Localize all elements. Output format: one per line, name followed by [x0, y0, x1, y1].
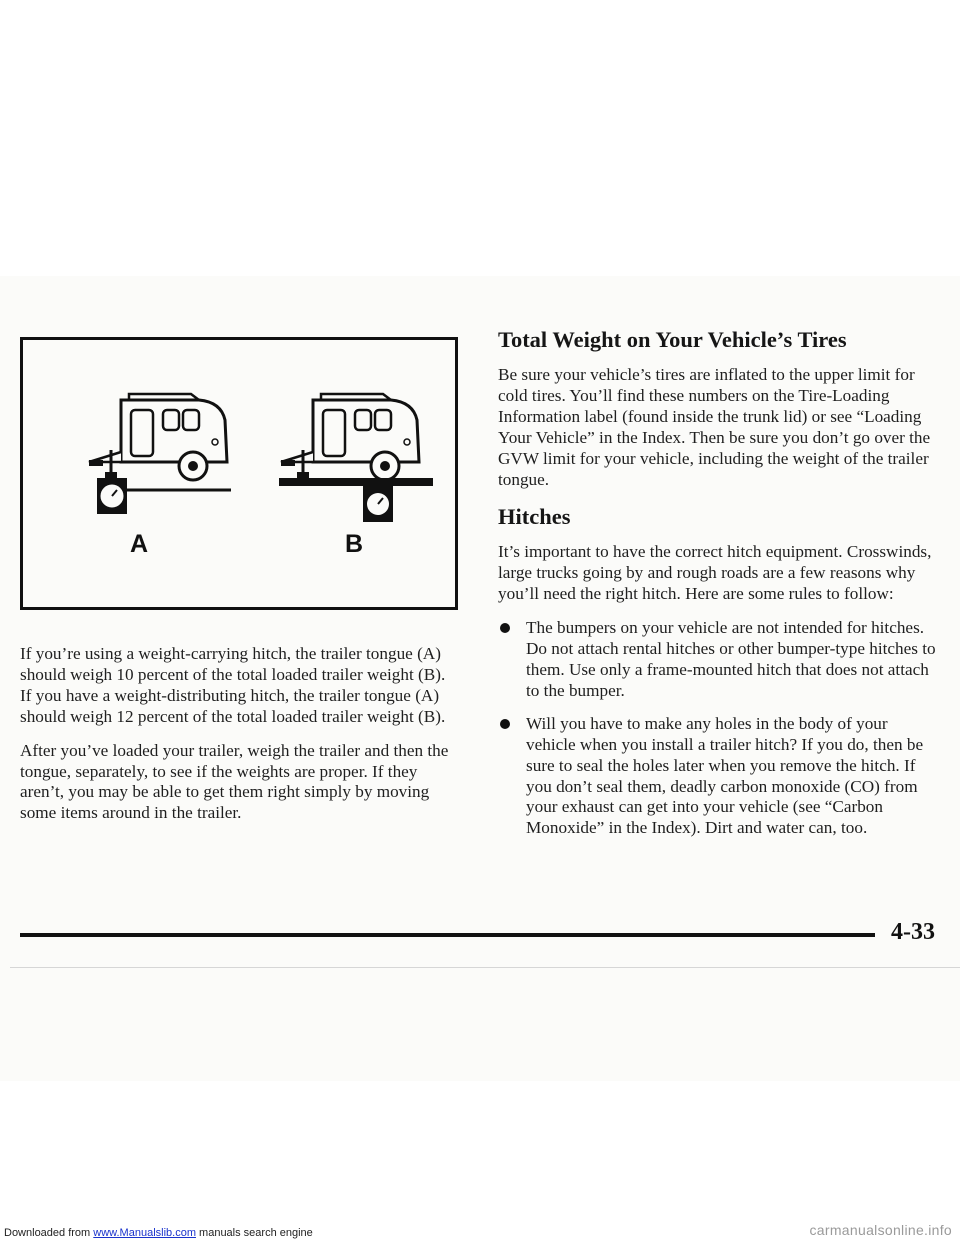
tongue-weight-paragraph: If you’re using a weight-carrying hitch, the trailer tongue (A) should weigh 10 percent of the total loaded trailer weight (B). If you have a weight-distributing hitch, the trailer tongue (A) should weigh 12 percent of the total loaded trailer weight (B). — [20, 644, 446, 726]
bullet-icon — [500, 623, 510, 633]
tire-inflation-paragraph: Be sure your vehicle’s tires are inflated to the upper limit for cold tires. You’ll find these numbers on the Tire-Loading Information label (found inside the trunk lid) or see “Loading Your Vehicle” in the Index. Then be sure you don’t go over the GVW limit for your vehicle, including the weight of the trailer tongue. — [498, 365, 931, 489]
list-item-text: Will you have to make any holes in the body of your vehicle when you install a trailer hitch? If you do, then be sure to seal the holes later when you remove the hitch. If you don’t seal them, deadly carbon monoxide (CO) from your exhaust can get into your vehicle (see “Carbon Monoxide” in the Index). Dirt and water can, too. — [526, 713, 924, 838]
list-item — [498, 714, 940, 839]
label-b: B — [345, 530, 364, 558]
manualslib-link[interactable]: www.Manualslib.com — [93, 1227, 196, 1239]
page-rule — [20, 933, 875, 937]
hitches-heading: Hitches — [498, 504, 571, 530]
trailer-b-drawing — [279, 394, 433, 522]
list-item — [498, 618, 940, 702]
bullet-icon — [500, 719, 510, 729]
scan-divider — [10, 967, 960, 968]
list-item-text: The bumpers on your vehicle are not intended for hitches. Do not attach rental hitches or other bumper-type hitches to them. Use only a frame-mounted hitch that does not attach to the bumper. — [526, 618, 936, 700]
total-weight-heading: Total Weight on Your Vehicle’s Tires — [498, 327, 847, 352]
weigh-trailer-paragraph: After you’ve loaded your trailer, weigh the trailer and then the tongue, separately, to see if the weights are proper. If they aren’t, you may be able to get them right simply by moving some items around in the trailer. — [20, 740, 449, 823]
right-column — [498, 326, 940, 851]
footer-suffix: manuals search engine — [195, 1227, 313, 1239]
trailer-weight-figure — [20, 337, 458, 610]
hitch-rules-list — [498, 618, 940, 839]
footer-prefix: Downloaded from — [4, 1227, 94, 1239]
download-footer — [4, 1227, 313, 1239]
hitch-equipment-paragraph: It’s important to have the correct hitch equipment. Crosswinds, large trucks going by and rough roads are a few reasons why you’ll need the right hitch. Here are some rules to follow: — [498, 542, 932, 604]
label-a: A — [130, 530, 149, 558]
trailer-scales-illustration — [23, 340, 455, 607]
page-number: 4-33 — [891, 919, 935, 945]
trailer-a-drawing — [89, 394, 231, 514]
watermark-text: carmanualsonline.info — [809, 1222, 952, 1238]
left-column — [20, 644, 460, 837]
